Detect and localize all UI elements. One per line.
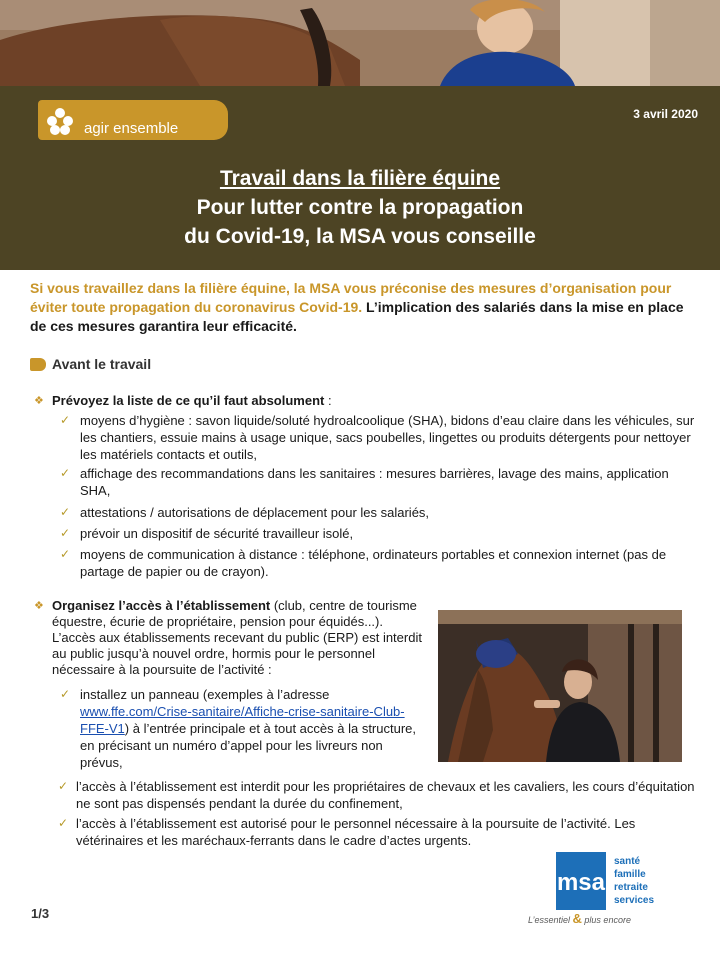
tagline-ampersand: & <box>572 911 582 926</box>
block1-lead <box>52 393 692 409</box>
logo-flower-icon <box>44 105 76 137</box>
list-item: l’accès à l’établissement est interdit pour les propriétaires de chevaux et les cavaliers, les cours d’équitation ne sont pas dispensés pendant la durée du confinement, <box>76 779 695 811</box>
sub-item-text-after: ) à l’entrée principale et à tout accès à la structure, en précisant un numéro d’appel pour les livreurs non prévus, <box>80 721 417 770</box>
horse-and-rider-image <box>0 0 720 86</box>
msa-word: services <box>614 895 655 906</box>
title-line-2: Pour lutter contre la propagation <box>196 196 524 219</box>
section-title: Avant le travail <box>52 356 152 372</box>
block1-lead-bold: Prévoyez la liste de ce qu’il faut absolument <box>52 393 325 408</box>
block2-lead <box>52 598 424 678</box>
section-marker-icon <box>30 358 46 371</box>
msa-logo-icon <box>556 852 676 910</box>
sub-item-text: installez un panneau (exemples à l’adresse <box>80 687 330 702</box>
rider-with-horse-photo <box>438 610 682 762</box>
list-item: attestations / autorisations de déplacement pour les salariés, <box>80 505 430 520</box>
list-item: prévoir un dispositif de sécurité travailleur isolé, <box>80 526 354 541</box>
block1-lead-suffix: : <box>324 393 332 408</box>
logo-text: agir ensemble <box>84 120 179 137</box>
check-icon: ✓ <box>58 779 69 793</box>
check-icon: ✓ <box>60 526 71 540</box>
diamond-bullet-icon: ❖ <box>34 600 44 612</box>
title-line-1: Travail dans la filière équine <box>219 167 501 190</box>
document-title <box>0 164 720 251</box>
list-item: moyens de communication à distance : téléphone, ordinateurs portables et connexion internet (pas de partage de papier ou de crayon). <box>80 547 667 579</box>
check-icon: ✓ <box>58 816 69 830</box>
list-item: affichage des recommandations dans les sanitaires : mesures barrières, lavage des mains, application SHA, <box>80 466 669 498</box>
page-number: 1/3 <box>31 906 50 921</box>
intro-paragraph <box>30 279 698 336</box>
msa-word: retraite <box>614 882 648 893</box>
check-icon: ✓ <box>60 547 71 561</box>
check-icon: ✓ <box>60 413 71 427</box>
document-date: 3 avril 2020 <box>633 107 698 121</box>
msa-letters: msa <box>556 869 606 896</box>
block2-lead-rest: (club, centre de tourisme équestre, écurie de propriétaire, pension pour équidés...). L’accès aux établissements recevant du public (ERP) est interdit au public jusqu’à nouvel ordre, hormis pour le personnel nécessaire à la poursuite de l’activité : <box>52 598 422 677</box>
header-photo <box>0 0 720 86</box>
title-line-3: du Covid-19, la MSA vous conseille <box>184 225 536 248</box>
block2-lead-bold: Organisez l’accès à l’établissement <box>52 598 271 613</box>
msa-word: famille <box>614 869 646 880</box>
check-icon: ✓ <box>60 687 71 701</box>
intro-highlight: Si vous travaillez dans la filière équine, la MSA vous préconise des mesures d’organisation pour éviter toute propagation du coronavirus Covid-19. <box>30 280 672 315</box>
diamond-bullet-icon: ❖ <box>34 395 44 407</box>
msa-tagline <box>528 911 631 926</box>
tagline-start: L’essentiel <box>528 915 573 925</box>
list-item <box>80 686 422 771</box>
intro-rest: L’implication des salariés dans la mise en place de ces mesures garantira leur efficacité. <box>30 299 684 334</box>
stable-image <box>438 610 682 762</box>
msa-word: santé <box>614 856 641 867</box>
tagline-end: plus encore <box>581 915 631 925</box>
list-item: moyens d’hygiène : savon liquide/soluté hydroalcoolique (SHA), bidons d’eau claire dans les véhicules, sur les chantiers, essuie mains à usage unique, sacs poubelles, lingettes ou produits détergents pour nettoyer les matériels contacts et outils, <box>80 413 695 462</box>
check-icon: ✓ <box>60 466 71 480</box>
msa-logo <box>556 852 676 910</box>
ffe-link[interactable]: www.ffe.com/Crise-sanitaire/Affiche-crise-sanitaire-Club-FFE-V1 <box>80 704 405 736</box>
check-icon: ✓ <box>60 505 71 519</box>
list-item: l’accès à l’établissement est autorisé pour le personnel nécessaire à la poursuite de l’activité. Les vétérinaires et les maréchaux-ferrants dans le cadre d’actes urgents. <box>76 816 636 848</box>
